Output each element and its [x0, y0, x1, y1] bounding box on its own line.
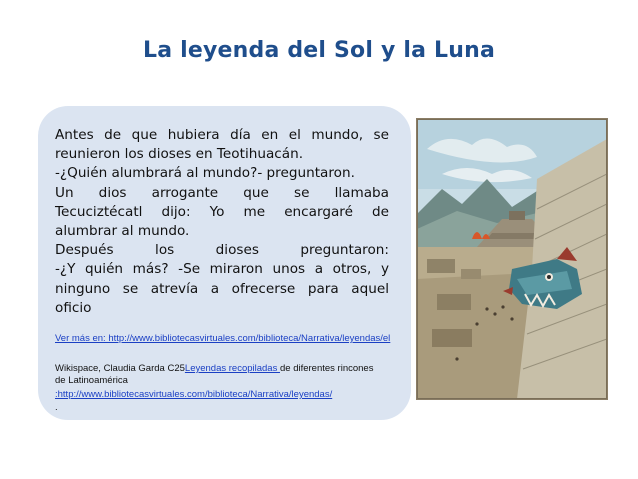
- citation-line: [55, 363, 425, 375]
- story-line: Después los dioses preguntaron:: [55, 242, 389, 259]
- trailing-dot: .: [55, 402, 58, 413]
- url-line: [55, 389, 425, 401]
- story-line: Un dios arrogante que se llamaba: [55, 184, 389, 201]
- story-line: alumbrar al mundo.: [55, 223, 190, 240]
- story-line: reunieron los dioses en Teotihuacán.: [55, 146, 304, 163]
- citation-line-2: de Latinoamérica: [55, 375, 128, 386]
- page-title: La leyenda del Sol y la Luna: [142, 38, 496, 63]
- story-line: -¿Y quién más? -Se miraron unos a otros, y: [55, 261, 389, 278]
- ver-mas-line: [55, 333, 425, 345]
- painting-svg: [417, 119, 607, 399]
- url-link[interactable]: :http://www.bibliotecasvirtuales.com/biblioteca/Narrativa/leyendas/: [55, 389, 333, 400]
- ver-mas-link[interactable]: Ver más en: http://www.bibliotecasvirtuales.com/biblioteca/Narrativa/leyendas/el: [55, 333, 391, 344]
- story-line: ninguno se atrevía a ofrecerse para aquel: [55, 280, 389, 297]
- story-line: oficio: [55, 299, 92, 316]
- story-line: Tecuciztécatl dijo: Yo me encargaré de: [55, 203, 389, 220]
- aztec-temple-serpent-painting: [416, 118, 608, 400]
- leyendas-link[interactable]: Leyendas recopiladas: [184, 363, 280, 374]
- story-line: -¿Quién alumbrará al mundo?- preguntaron.: [55, 165, 355, 182]
- citation-prefix: Wikispace, Claudia Garda C25: [55, 363, 185, 374]
- story-text: [55, 126, 389, 318]
- citation-suffix: de diferentes rincones: [279, 363, 374, 374]
- story-line: Antes de que hubiera día en el mundo, se: [55, 127, 389, 143]
